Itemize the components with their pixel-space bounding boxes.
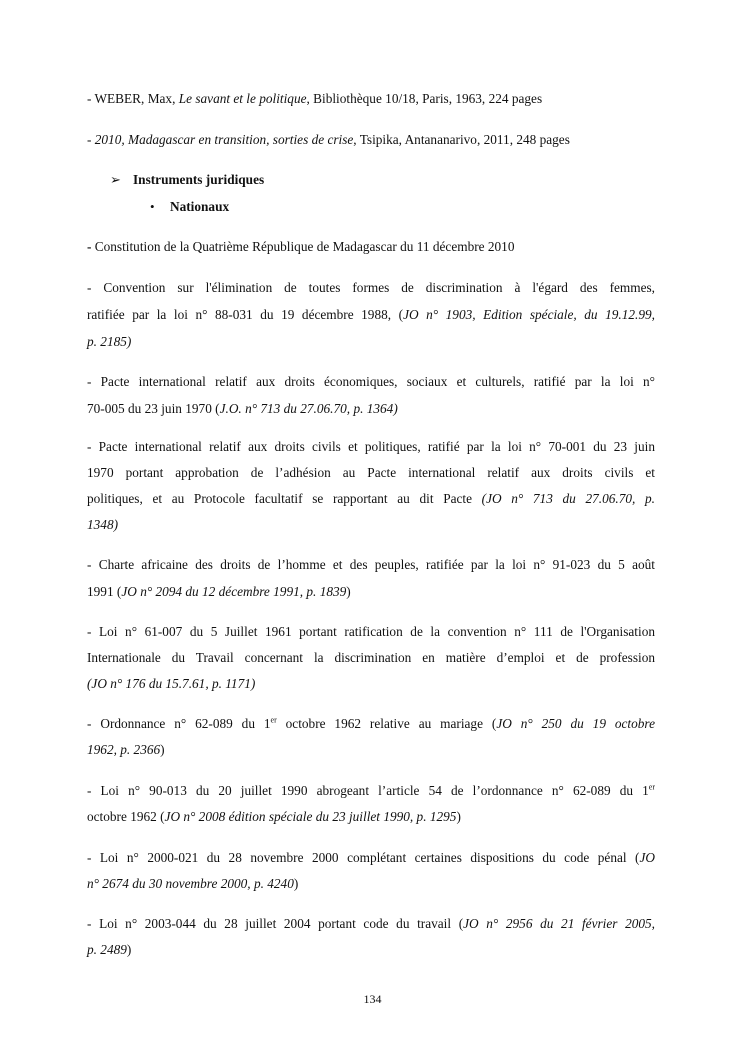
- biblio-weber: - WEBER, Max, Le savant et le politique, Bibliothèque 10/18, Paris, 1963, 224 pages: [87, 91, 543, 106]
- heading-instruments-juridiques: Instruments juridiques: [133, 172, 265, 187]
- entry-cedaw-line3: p. 2185): [87, 334, 132, 349]
- entry-charte-line2: 1991 (JO n° 2094 du 12 décembre 1991, p. 1839): [87, 584, 351, 599]
- entry-pidcp-line2: 1970 portant approbation de l’adhésion au Pacte international relatif aux droits civils et: [87, 465, 655, 480]
- entry-ord62-line1: - Ordonnance n° 62-089 du 1er octobre 1962 relative au mariage (JO n° 250 du 19 octobre: [87, 715, 655, 731]
- page-number: 134: [363, 992, 382, 1006]
- entry-pidesc-line1: - Pacte international relatif aux droits économiques, sociaux et culturels, ratifié par la loi n°: [87, 374, 655, 389]
- arrow-bullet-icon: ➢: [110, 172, 121, 187]
- entry-pidesc-line2: 70-005 du 23 juin 1970 (J.O. n° 713 du 27.06.70, p. 1364): [87, 401, 398, 416]
- entry-loi2003-line2: p. 2489): [87, 942, 132, 957]
- entry-cedaw-line2: ratifiée par la loi n° 88-031 du 19 décembre 1988, (JO n° 1903, Edition spéciale, du 19.12.99,: [87, 307, 656, 322]
- biblio-madagascar: - 2010, Madagascar en transition, sorties de crise, Tsipika, Antananarivo, 2011, 248 pages: [87, 132, 570, 147]
- entry-ord62-line2: 1962, p. 2366): [87, 742, 165, 757]
- entry-charte-line1: - Charte africaine des droits de l’homme et des peuples, ratifiée par la loi n° 91-023 du 5 août: [87, 557, 655, 572]
- entry-pidcp-line1: - Pacte international relatif aux droits civils et politiques, ratifié par la loi n° 70-001 du 23 juin: [87, 439, 655, 454]
- entry-loi61-line1: - Loi n° 61-007 du 5 Juillet 1961 portant ratification de la convention n° 111 de l'Organisation: [87, 624, 655, 639]
- entry-pidcp-line3: politiques, et au Protocole facultatif se rapportant au dit Pacte (JO n° 713 du 27.06.70, p.: [87, 491, 655, 506]
- round-bullet-icon: •: [150, 199, 155, 214]
- entry-constitution: - Constitution de la Quatrième République de Madagascar du 11 décembre 2010: [87, 239, 515, 254]
- entry-loi2000-line2: n° 2674 du 30 novembre 2000, p. 4240): [87, 876, 299, 891]
- entry-loi2003-line1: - Loi n° 2003-044 du 28 juillet 2004 portant code du travail (JO n° 2956 du 21 février 2005,: [87, 916, 655, 931]
- entry-pidcp-line4: 1348): [87, 517, 119, 532]
- entry-cedaw-line1: - Convention sur l'élimination de toutes formes de discrimination à l'égard des femmes,: [87, 280, 655, 295]
- entry-loi90-line2: octobre 1962 (JO n° 2008 édition spéciale du 23 juillet 1990, p. 1295): [87, 809, 461, 824]
- entry-loi61-line2: Internationale du Travail concernant la discrimination en matière d’emploi et de profession: [87, 650, 655, 665]
- entry-loi90-line1: - Loi n° 90-013 du 20 juillet 1990 abrogeant l’article 54 de l’ordonnance n° 62-089 du 1er: [87, 782, 655, 798]
- entry-loi61-line3: (JO n° 176 du 15.7.61, p. 1171): [87, 676, 256, 691]
- subheading-nationaux: Nationaux: [170, 199, 230, 214]
- entry-loi2000-line1: - Loi n° 2000-021 du 28 novembre 2000 complétant certaines dispositions du code pénal (JO: [87, 850, 655, 865]
